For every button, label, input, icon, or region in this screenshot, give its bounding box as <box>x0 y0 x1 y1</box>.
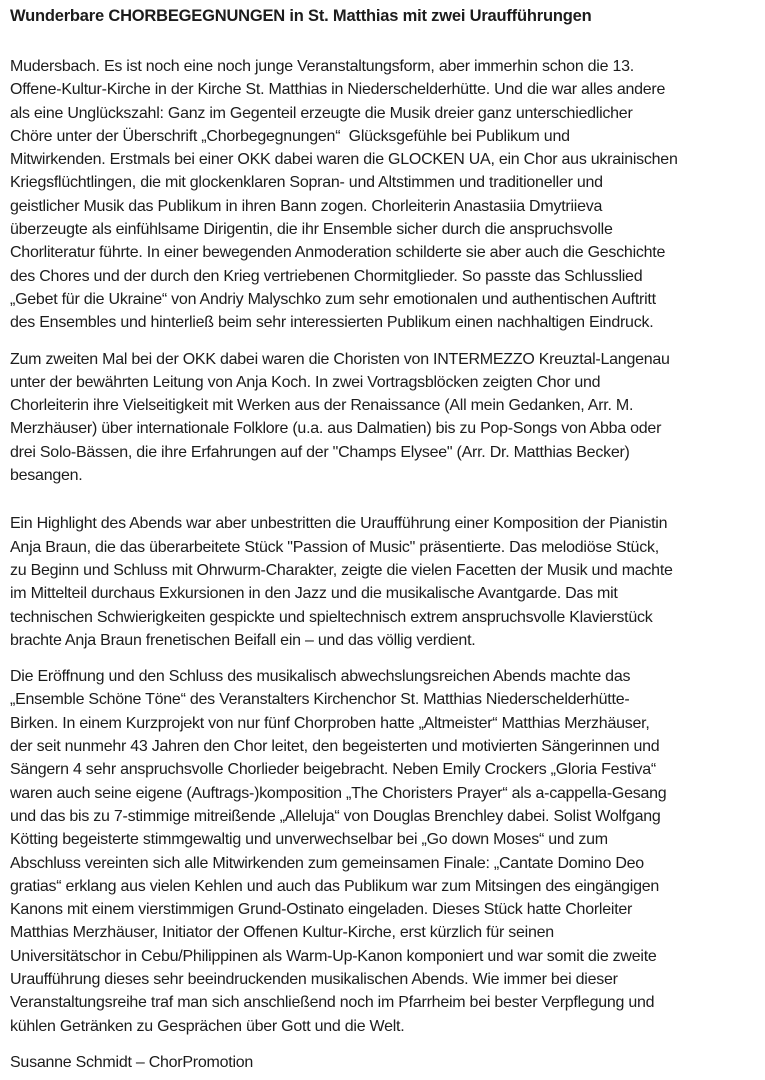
text-line: im Mittelteil durchaus Exkursionen in den Jazz und die musikalische Avantgarde. Das mit <box>10 585 618 603</box>
text-line: Uraufführung dieses sehr beeindruckenden musikalischen Abends. Wie immer bei dieser <box>10 970 618 988</box>
article-body <box>10 55 755 1038</box>
paragraph <box>10 665 755 1038</box>
text-line: waren auch seine eigene (Auftrags-)komposition „The Choristers Prayer“ als a-cappella-Gesang <box>10 784 667 802</box>
text-line: Veranstaltungsreihe traf man sich anschließend noch im Pfarrheim bei bester Verpflegung und <box>10 994 655 1012</box>
text-line: besangen. <box>10 467 83 485</box>
text-line: „Gebet für die Ukraine“ von Andriy Malyschko zum sehr emotionalen und authentischen Auftritt <box>10 290 656 308</box>
text-line: drei Solo-Bässen, die ihre Erfahrungen auf der "Champs Elysee" (Arr. Dr. Matthias Becker) <box>10 443 630 461</box>
text-line: Die Eröffnung und den Schluss des musikalisch abwechslungsreichen Abends machte das <box>10 668 631 686</box>
article-byline: Susanne Schmidt – ChorPromotion <box>10 1053 254 1071</box>
paragraph <box>10 348 755 488</box>
text-line: des Ensembles und hinterließ beim sehr interessierten Publikum einen nachhaltigen Eindruck. <box>10 314 654 332</box>
text-line: der seit nunmehr 43 Jahren den Chor leitet, den begeisterten und motivierten Sängerinnen und <box>10 738 660 756</box>
text-line: Matthias Merzhäuser, Initiator der Offenen Kultur-Kirche, erst kürzlich für seinen <box>10 924 554 942</box>
text-line: Kötting begeisterte stimmgewaltig und unverwechselbar bei „Go down Moses“ und zum <box>10 831 608 849</box>
text-line: Sängern 4 sehr anspruchsvolle Chorlieder beigebracht. Neben Emily Crockers „Gloria Festiva“ <box>10 761 656 779</box>
text-line: Mitwirkenden. Erstmals bei einer OKK dabei waren die GLOCKEN UA, ein Chor aus ukrainischen <box>10 151 678 169</box>
text-line: Offene-Kultur-Kirche in der Kirche St. Matthias in Niederschelderhütte. Und die war alles andere <box>10 81 666 99</box>
text-line: und das bis zu 7-stimmige mitreißende „Alleluja“ von Douglas Brenchley dabei. Solist Wolfgang <box>10 807 661 825</box>
text-line: Merzhäuser) über internationale Folklore (u.a. aus Dalmatien) bis zu Pop-Songs von Abba oder <box>10 420 662 438</box>
text-line: brachte Anja Braun frenetischen Beifall ein – und das völlig verdient. <box>10 631 476 649</box>
text-line: als eine Unglückszahl: Ganz im Gegenteil erzeugte die Musik dreier ganz unterschiedlicher <box>10 104 633 122</box>
text-line: Universitätschor in Cebu/Philippinen als Warm-Up-Kanon komponiert und war somit die zweite <box>10 947 657 965</box>
article-title: Wunderbare CHORBEGEGNUNGEN in St. Matthias mit zwei Uraufführungen <box>10 7 592 25</box>
text-line: Chöre unter der Überschrift „Chorbegegnungen“ Glücksgefühle bei Publikum und <box>10 127 570 145</box>
text-line: Kriegsflüchtlingen, die mit glockenklaren Sopran- und Altstimmen und traditioneller und <box>10 174 603 192</box>
text-line: Ein Highlight des Abends war aber unbestritten die Uraufführung einer Komposition der Pianistin <box>10 515 668 533</box>
text-line: Mudersbach. Es ist noch eine noch junge Veranstaltungsform, aber immerhin schon die 13. <box>10 58 634 75</box>
text-line: Anja Braun, die das überarbeitete Stück "Passion of Music" präsentierte. Das melodiöse Stück, <box>10 538 659 556</box>
text-line: unter der bewährten Leitung von Anja Koch. In zwei Vortragsblöcken zeigten Chor und <box>10 373 601 391</box>
paragraph <box>10 512 755 652</box>
text-line: „Ensemble Schöne Töne“ des Veranstalters Kirchenchor St. Matthias Niederschelderhütte- <box>10 691 630 709</box>
text-line: Birken. In einem Kurzprojekt von nur fünf Chorproben hatte „Altmeister“ Matthias Merzhäuser, <box>10 714 650 732</box>
text-line: überzeugte als einfühlsame Dirigentin, die ihr Ensemble sicher durch die anspruchsvolle <box>10 221 613 239</box>
text-line: geistlicher Musik das Publikum in ihren Bann zogen. Chorleiterin Anastasiia Dmytriieva <box>10 197 603 215</box>
text-line: technischen Schwierigkeiten gespickte und spieltechnisch extrem anspruchsvolle Klavierstück <box>10 608 653 626</box>
text-line: Kanons mit einem vierstimmigen Grund-Ostinato eingeladen. Dieses Stück hatte Chorleiter <box>10 901 633 919</box>
text-line: zu Beginn und Schluss mit Ohrwurm-Charakter, zeigte die vielen Facetten der Musik und machte <box>10 561 673 579</box>
text-line: des Chores und der durch den Krieg vertriebenen Chormitglieder. So passte das Schlusslied <box>10 267 643 285</box>
text-line: Chorliteratur führte. In einer bewegenden Anmoderation schilderte sie aber auch die Geschichte <box>10 244 666 262</box>
text-line: Abschluss vereinten sich alle Mitwirkenden zum gemeinsamen Finale: „Cantate Domino Deo <box>10 854 644 872</box>
paragraph <box>10 55 755 335</box>
text-line: gratias“ erklang aus vielen Kehlen und auch das Publikum war zum Mitsingen des eingängigen <box>10 877 660 895</box>
text-line: kühlen Getränken zu Gesprächen über Gott und die Welt. <box>10 1017 405 1035</box>
text-line: Chorleiterin ihre Vielseitigkeit mit Werken aus der Renaissance (All mein Gedanken, Arr. M. <box>10 397 634 415</box>
text-line: Zum zweiten Mal bei der OKK dabei waren die Choristen von INTERMEZZO Kreuztal-Langenau <box>10 350 670 368</box>
